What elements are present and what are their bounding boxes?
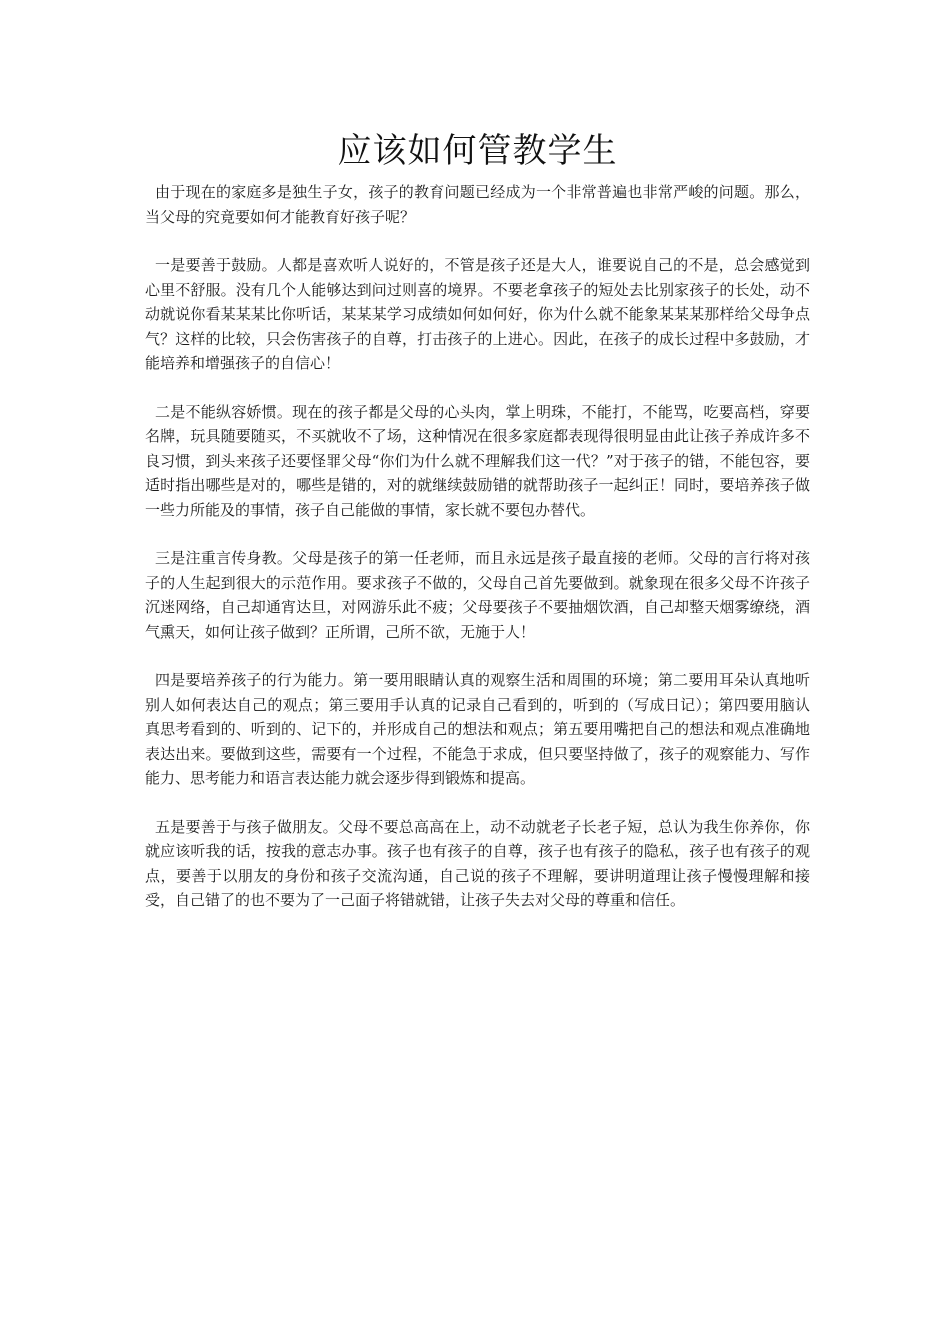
document-body [145,128,810,937]
paragraph-encourage: 一是要善于鼓励。人都是喜欢听人说好的，不管是孩子还是大人，谁要说自己的不是，总会感觉到心里不舒服。没有几个人能够达到问过则喜的境界。不要老拿孩子的短处去比别家孩子的长处，动不动就说你看某某某比你听话，某某某学习成绩如何如何好，你为什么就不能象某某某那样给父母争点气？这样的比较，只会伤害孩子的自尊，打击孩子的上进心。因此，在孩子的成长过程中多鼓励，才能培养和增强孩子的自信心！ [145,256,810,372]
document-title: 应该如何管教学生 [337,131,618,171]
paragraph-behavior-ability: 四是要培养孩子的行为能力。第一要用眼睛认真的观察生活和周围的环境；第二要用耳朵认真地听别人如何表达自己的观点；第三要用手认真的记录自己看到的，听到的（写成日记）；第四要用脑认真思考看到的、听到的、记下的，并形成自己的想法和观点；第五要用嘴把自己的想法和观点准确地表达出来。要做到这些，需要有一个过程，不能急于求成，但只要坚持做了，孩子的观察能力、写作能力、思考能力和语言表达能力就会逐步得到锻炼和提高。 [145,671,810,787]
paragraph-be-friends: 五是要善于与孩子做朋友。父母不要总高高在上，动不动就老子长老子短，总认为我生你养你，你就应该听我的话，按我的意志办事。孩子也有孩子的自尊，孩子也有孩子的隐私，孩子也有孩子的观点，要善于以朋友的身份和孩子交流沟通，自己说的孩子不理解，要讲明道理让孩子慢慢理解和接受，自己错了的也不要为了一己面子将错就错，让孩子失去对父母的尊重和信任。 [145,817,810,909]
paragraph-intro: 由于现在的家庭多是独生子女，孩子的教育问题已经成为一个非常普遍也非常严峻的问题。那么，当父母的究竟要如何才能教育好孩子呢？ [145,183,810,226]
paragraph-no-spoiling: 二是不能纵容娇惯。现在的孩子都是父母的心头肉，掌上明珠，不能打，不能骂，吃要高档，穿要名牌，玩具随要随买，不买就收不了场，这种情况在很多家庭都表现得很明显由此让孩子养成许多不良习惯，到头来孩子还要怪罪父母“你们为什么就不理解我们这一代？”对于孩子的错，不能包容，要适时指出哪些是对的，哪些是错的，对的就继续鼓励错的就帮助孩子一起纠正！同时，要培养孩子做一些力所能及的事情，孩子自己能做的事情，家长就不要包办替代。 [145,402,810,519]
paragraph-lead-by-example: 三是注重言传身教。父母是孩子的第一任老师，而且永远是孩子最直接的老师。父母的言行将对孩子的人生起到很大的示范作用。要求孩子不做的，父母自己首先要做到。就象现在很多父母不许孩子沉迷网络，自己却通宵达旦，对网游乐此不疲；父母要孩子不要抽烟饮酒，自己却整天烟雾缭绕，酒气熏天，如何让孩子做到？正所谓，己所不欲，无施于人！ [145,549,810,641]
